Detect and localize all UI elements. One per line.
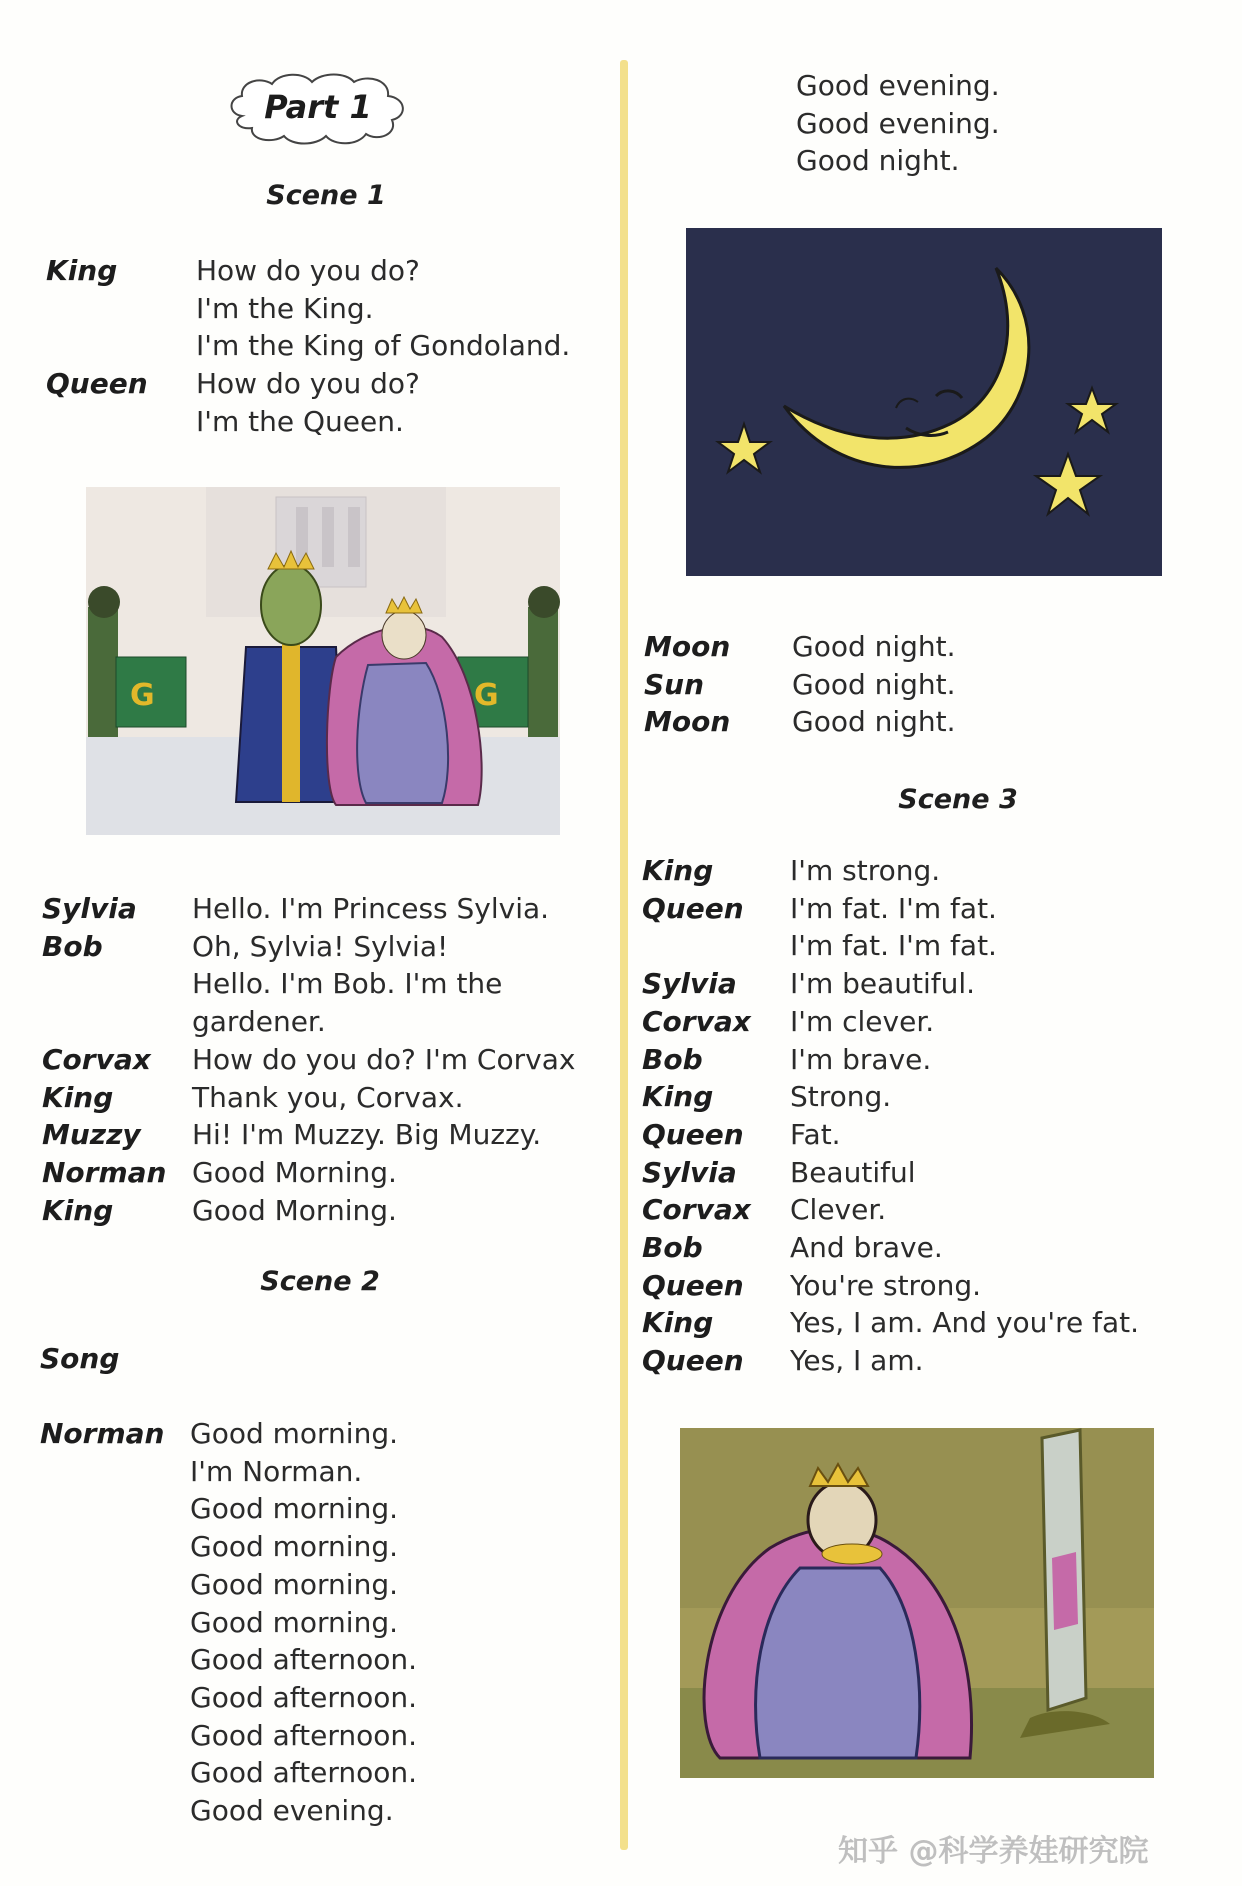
dialogue-line: Good morning. (190, 1492, 399, 1526)
dialogue-row (40, 1415, 417, 1453)
dialogue-row (40, 1340, 190, 1378)
speaker-name: King (642, 1080, 714, 1114)
speaker-name: Queen (46, 367, 148, 401)
moon-stars-illustration (686, 228, 1162, 576)
speaker-name: Norman (40, 1417, 165, 1450)
dialogue-line: Good morning. (190, 1605, 399, 1639)
dialogue-row (42, 965, 575, 1003)
dialogue-line: Hello. I'm Princess Sylvia. (192, 892, 550, 925)
speaker-name: King (642, 1306, 714, 1340)
dialogue-line: I'm brave. (790, 1042, 932, 1076)
dialogue-row (644, 666, 956, 704)
dialogue-row (644, 628, 956, 666)
scene-2-continued (796, 67, 1000, 180)
dialogue-line: I'm Norman. (190, 1454, 363, 1488)
dialogue-row (642, 1304, 1139, 1342)
speaker-name: Corvax (642, 1193, 751, 1227)
dialogue-row (642, 927, 1139, 965)
dialogue-line: Good afternoon. (190, 1680, 418, 1714)
speaker-name (40, 1717, 190, 1755)
dialogue-row (40, 1453, 417, 1491)
speaker-name: Sun (644, 667, 705, 701)
dialogue-row (642, 1229, 1139, 1267)
dialogue-row (40, 1604, 417, 1642)
dialogue-line: I'm the King of Gondoland. (196, 329, 571, 363)
speaker-name: Bob (42, 929, 103, 963)
dialogue-line: I'm strong. (790, 854, 941, 887)
dialogue-row (42, 1116, 575, 1154)
dialogue-line: You're strong. (790, 1268, 981, 1302)
dialogue-line: Beautiful (790, 1155, 916, 1189)
svg-text:G: G (474, 678, 499, 713)
dialogue-row (642, 1191, 1139, 1229)
dialogue-line: I'm the King. (196, 291, 374, 325)
speaker-name (40, 1604, 190, 1642)
speaker-name (642, 927, 790, 965)
speaker-name: King (42, 1193, 114, 1227)
dialogue-line: Good morning. (190, 1530, 399, 1564)
dialogue-row (642, 1078, 1139, 1116)
dialogue-line: I'm the Queen. (196, 404, 404, 438)
dialogue-line: Good afternoon. (190, 1718, 418, 1752)
dialogue-line: gardener. (192, 1005, 326, 1039)
dialogue-line: Good morning. (190, 1417, 399, 1450)
dialogue-line: And brave. (790, 1231, 943, 1265)
dialogue-line: I'm clever. (790, 1004, 935, 1038)
king-queen-palace-illustration (86, 487, 560, 835)
scene-1-dialogue-b (42, 890, 575, 1229)
speaker-name: Corvax (642, 1004, 751, 1038)
dialogue-row (642, 890, 1139, 928)
dialogue-line: Good morning. (190, 1567, 399, 1601)
dialogue-line: Hello. I'm Bob. I'm the (192, 967, 503, 1001)
dialogue-line: Yes, I am. And you're fat. (790, 1306, 1140, 1340)
dialogue-line: Good Morning. (192, 1155, 397, 1189)
dialogue-row (642, 1116, 1139, 1154)
dialogue-row (40, 1566, 417, 1604)
scene-1-title: Scene 1 (266, 180, 386, 211)
dialogue-line: I'm beautiful. (790, 967, 976, 1001)
dialogue-line: Good night. (792, 705, 956, 739)
svg-text:G: G (130, 678, 155, 713)
column-divider (620, 60, 628, 1850)
dialogue-row (42, 1192, 575, 1230)
queen-mirror-illustration (680, 1428, 1154, 1778)
dialogue-row (42, 890, 575, 928)
speaker-name (40, 1792, 190, 1830)
dialogue-row (46, 252, 570, 290)
dialogue-line: Clever. (790, 1193, 887, 1227)
dialogue-row (46, 327, 570, 365)
speaker-name: Sylvia (642, 1155, 737, 1189)
dialogue-line: Good Morning. (192, 1193, 397, 1227)
dialogue-row (46, 365, 570, 403)
speaker-name: King (46, 254, 118, 287)
dialogue-line: Fat. (790, 1117, 841, 1151)
dialogue-line: Good night. (796, 144, 960, 178)
part-title: Part 1 (264, 88, 372, 126)
dialogue-line: I'm fat. I'm fat. (790, 891, 997, 925)
scene-2-dialogue (40, 1415, 417, 1830)
dialogue-line: Good afternoon. (190, 1643, 418, 1677)
dialogue-row (42, 928, 575, 966)
watermark: 知乎 @科学养娃研究院 (838, 1834, 1149, 1869)
dialogue-line: Good night. (792, 667, 956, 701)
dialogue-line: I'm fat. I'm fat. (790, 929, 997, 963)
dialogue-row (42, 1154, 575, 1192)
dialogue-row (46, 290, 570, 328)
speaker-name: King (642, 854, 714, 887)
dialogue-row (642, 1003, 1139, 1041)
dialogue-line: How do you do? (196, 367, 420, 401)
speaker-name (42, 1003, 192, 1041)
speaker-name: Bob (642, 1231, 703, 1265)
speaker-name: Muzzy (42, 1118, 141, 1152)
dialogue-line: Strong. (790, 1080, 892, 1114)
speaker-name: Queen (642, 1344, 744, 1378)
dialogue-line: Yes, I am. (790, 1344, 924, 1378)
speaker-name (40, 1641, 190, 1679)
speaker-name: Sylvia (42, 892, 137, 925)
speaker-name (40, 1528, 190, 1566)
scene-1-dialogue-a (46, 252, 570, 441)
speaker-name: Norman (42, 1155, 167, 1189)
part-title-cloud (222, 68, 414, 148)
scene-3-title: Scene 3 (898, 784, 1018, 815)
dialogue-row (42, 1003, 575, 1041)
speaker-name (40, 1679, 190, 1717)
dialogue-line: Hi! I'm Muzzy. Big Muzzy. (192, 1118, 542, 1152)
dialogue-row (40, 1528, 417, 1566)
dialogue-line: Good evening. (190, 1794, 394, 1828)
dialogue-row (642, 965, 1139, 1003)
dialogue-row (40, 1754, 417, 1792)
dialogue-line: Good evening. (796, 106, 1000, 140)
dialogue-row (40, 1641, 417, 1679)
speaker-name (42, 965, 192, 1003)
dialogue-row (644, 703, 956, 741)
speaker-name: Corvax (42, 1042, 151, 1076)
speaker-name: King (42, 1080, 114, 1114)
speaker-name: Bob (642, 1042, 703, 1076)
dialogue-row (40, 1792, 417, 1830)
scene-3-dialogue (642, 852, 1139, 1380)
dialogue-line: Oh, Sylvia! Sylvia! (192, 929, 449, 963)
speaker-name (46, 290, 196, 328)
speaker-name: Moon (644, 705, 731, 739)
speaker-name (40, 1453, 190, 1491)
speaker-name (40, 1566, 190, 1604)
speaker-name: Sylvia (642, 967, 737, 1001)
dialogue-line: Thank you, Corvax. (192, 1080, 464, 1114)
dialogue-line: Good evening. (796, 69, 1000, 102)
dialogue-row (642, 852, 1139, 890)
speaker-name (40, 1490, 190, 1528)
dialogue-row (40, 1717, 417, 1755)
dialogue-row (46, 403, 570, 441)
speaker-name: Queen (642, 1268, 744, 1302)
speaker-name: Moon (644, 630, 731, 663)
scene-2-title: Scene 2 (260, 1266, 380, 1297)
dialogue-row (40, 1679, 417, 1717)
speaker-name (46, 403, 196, 441)
speaker-name: Queen (642, 891, 744, 925)
dialogue-row (40, 1490, 417, 1528)
song-label: Song (40, 1342, 120, 1375)
dialogue-row (642, 1342, 1139, 1380)
dialogue-row (42, 1079, 575, 1117)
song-label-block (40, 1340, 190, 1378)
speaker-name (46, 327, 196, 365)
speaker-name (40, 1754, 190, 1792)
dialogue-row (42, 1041, 575, 1079)
dialogue-row (642, 1267, 1139, 1305)
dialogue-line: Good night. (792, 630, 956, 663)
scene-2-moon-dialogue (644, 628, 956, 741)
dialogue-row (642, 1154, 1139, 1192)
dialogue-row (642, 1041, 1139, 1079)
dialogue-line: How do you do? (196, 254, 420, 287)
dialogue-line: How do you do? I'm Corvax (192, 1042, 576, 1076)
speaker-name: Queen (642, 1117, 744, 1151)
dialogue-line: Good afternoon. (190, 1756, 418, 1790)
